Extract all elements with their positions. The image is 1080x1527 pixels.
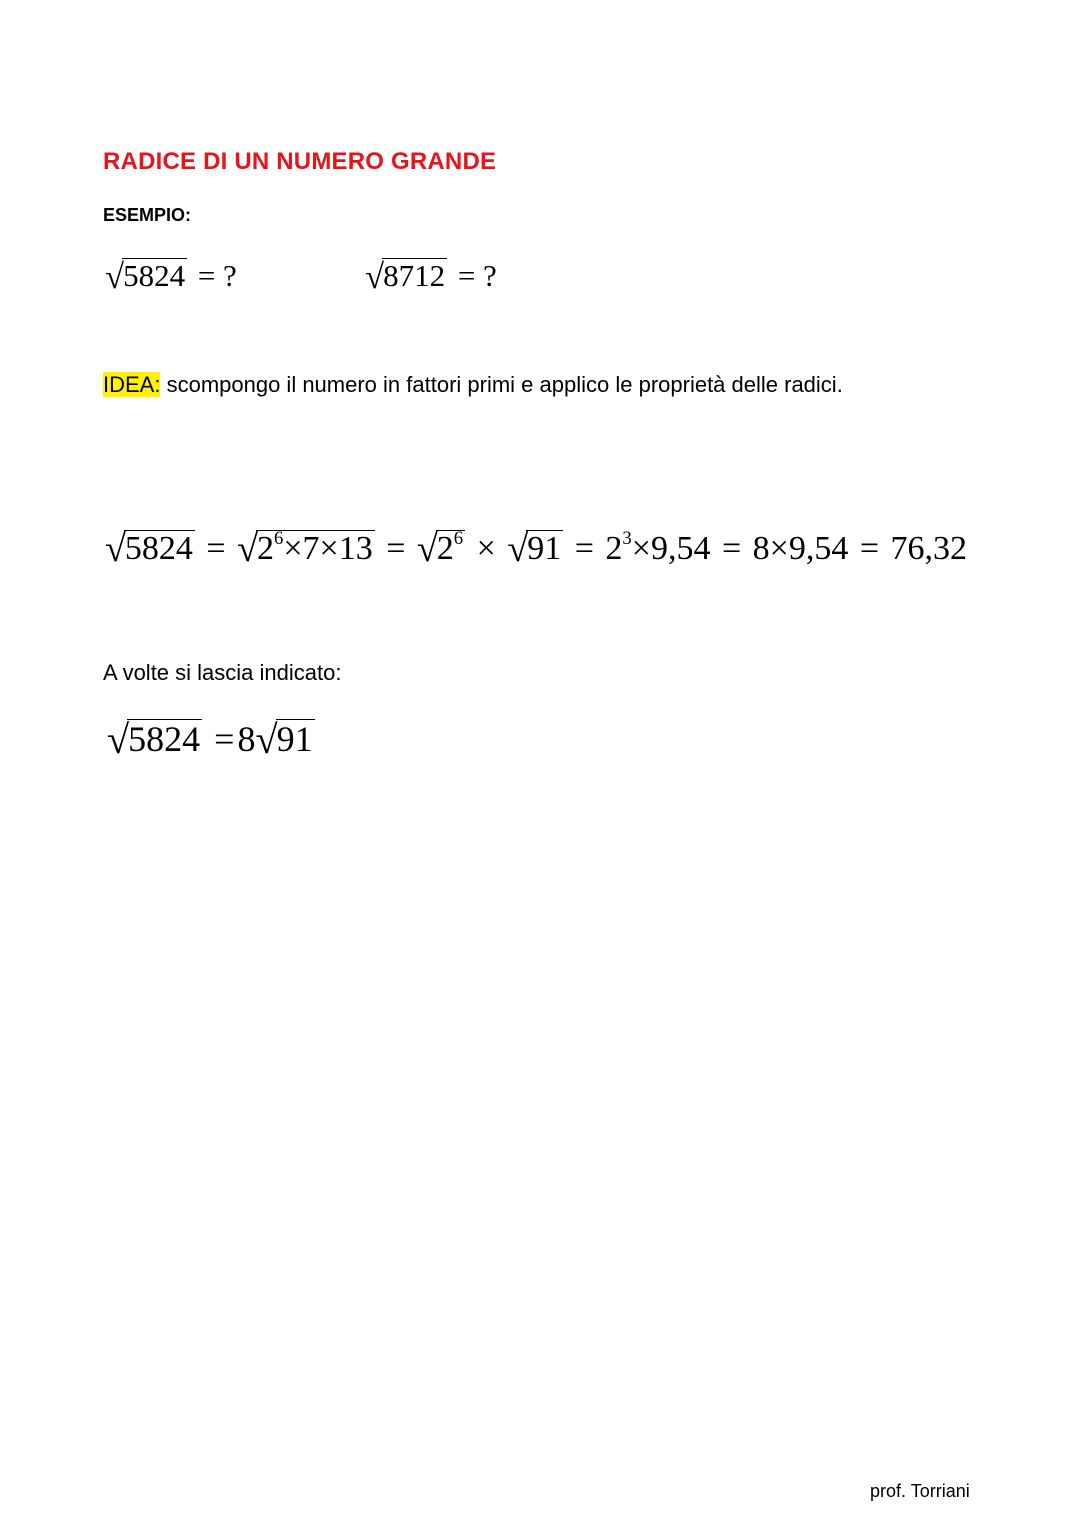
sqrt-91: √91 [255,717,313,763]
footer-author: prof. Torriani [870,1481,970,1501]
note-text: A volte si lascia indicato: [103,660,342,685]
radical-icon: √ [507,528,529,571]
main-equation: $√5824 = √2^6\times 7\times 13 = √2^6 \times √91 = 2^3\times 9,54 = 8\times 9,54 = 76,32$ [105,528,968,571]
radical-icon: √ [255,717,278,763]
page-title: RADICE DI UN NUMERO GRANDE [103,148,497,175]
final-result: 76,32 [890,530,968,567]
radical-icon: √ [105,528,126,571]
sqrt-91: √91 [507,528,562,571]
product-step: 8×9,54 [752,530,849,567]
idea-paragraph [103,372,843,398]
sqrt-5824: √5824 [107,717,201,763]
sqrt-2-pow-6: $√2^6$ [416,528,464,571]
example-heading: ESEMPIO: [103,205,192,225]
result-equation: √5824 =8√91 [107,717,313,763]
example-equation-2: √8712 = ? [365,257,497,297]
radical-icon: √ [416,528,438,571]
radical-icon: √ [107,717,130,763]
sqrt-5824: √5824 [105,528,193,571]
example-equation-1: √5824 = ? [105,257,237,297]
radical-icon: √ [105,257,125,297]
power-term: $2^3\times 9,54$ [605,528,711,567]
radical-icon: √ [365,257,385,297]
idea-label: IDEA: [103,372,161,397]
radical-icon: √ [237,528,258,571]
sqrt-factorization: $√2^6\times 7\times 13$ [237,528,373,571]
sqrt-5824: √5824 [105,257,186,297]
sqrt-8712: √8712 [365,257,446,297]
idea-text: scompongo il numero in fattori primi e applico le proprietà delle radici. [160,372,843,397]
